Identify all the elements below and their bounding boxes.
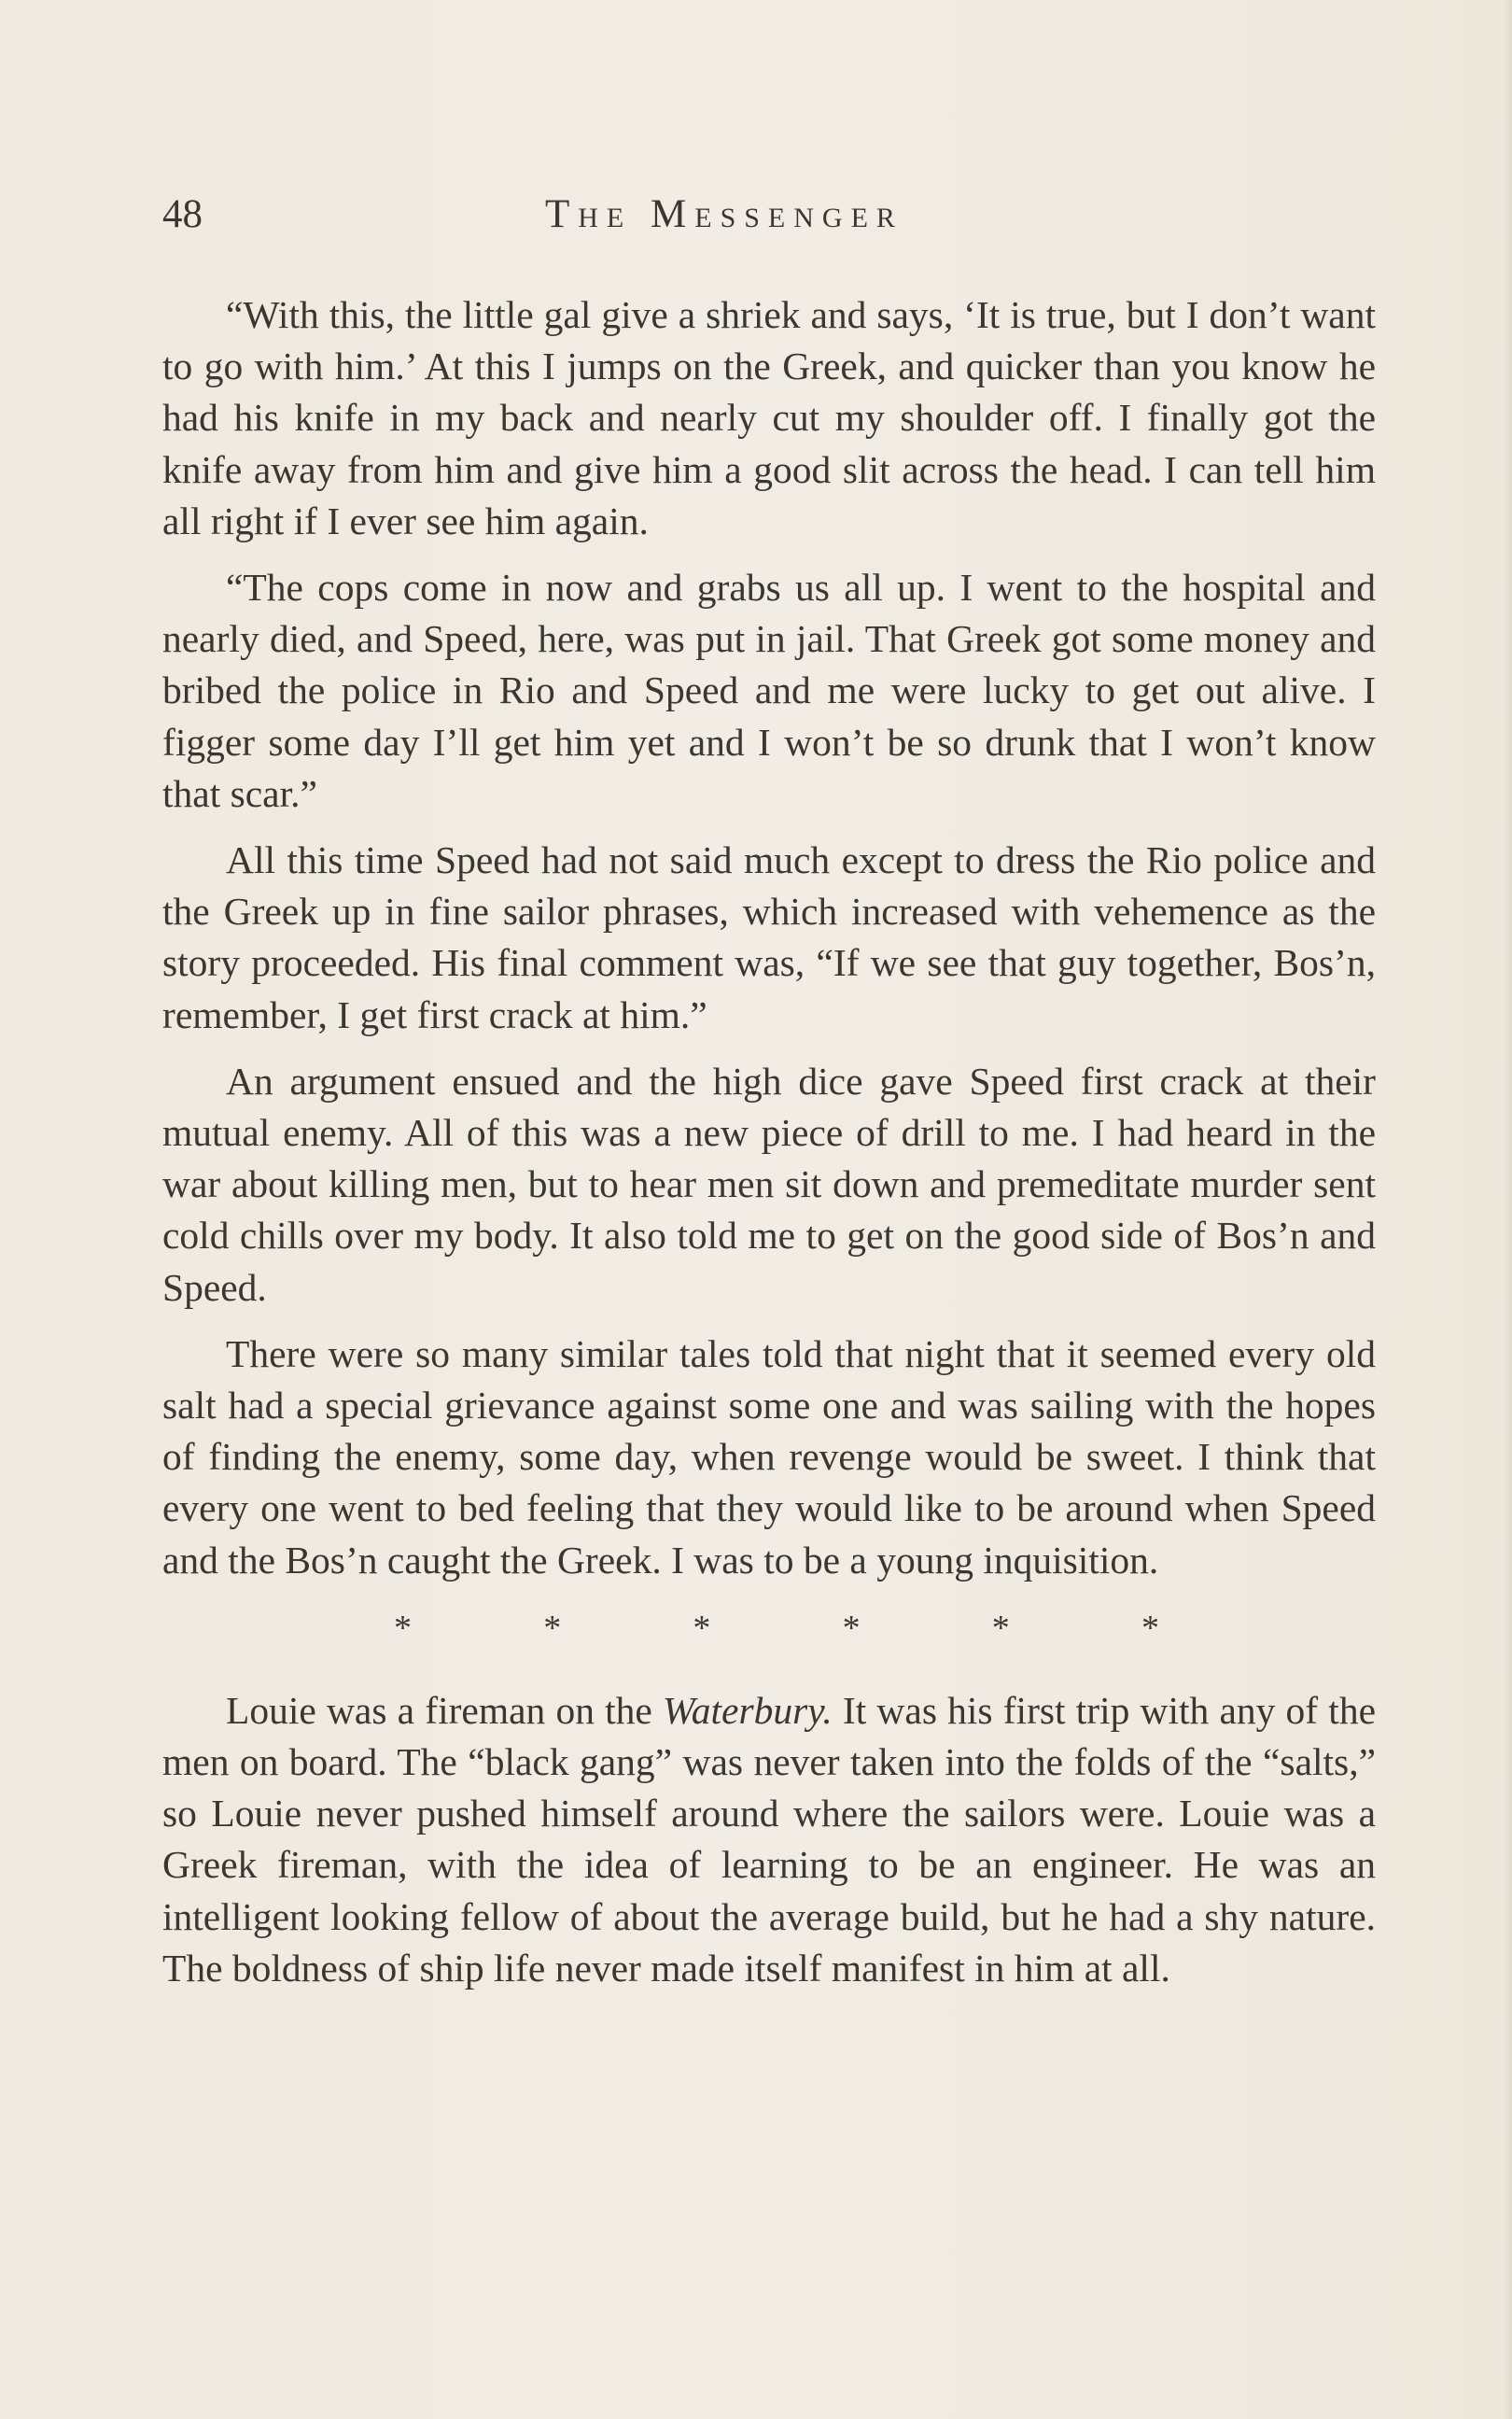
page-edge-shadow [1503, 0, 1512, 2419]
asterisk: * [1141, 1608, 1159, 1648]
section-break [394, 1605, 1159, 1652]
asterisk: * [842, 1608, 861, 1648]
paragraph-4: An argument ensued and the high dice gave Speed first crack at their mutual enemy. All of this was a new piece of drill to me. I had heard in the war about killing men, but to hear men sit down and premeditate murder sent cold chills over my body. It also told me to get on the good side of Bos’n and Speed. [162, 1059, 1376, 1309]
page-header [162, 187, 1376, 243]
paragraph-6-lead: Louie was a fireman on the [226, 1688, 663, 1732]
page-body [162, 289, 1376, 2009]
asterisk: * [394, 1608, 412, 1648]
paragraph-6 [162, 1685, 1376, 1994]
ship-name: Waterbury. [662, 1688, 833, 1732]
asterisk: * [543, 1608, 562, 1648]
paragraph-2: “The cops come in now and grabs us all up. I went to the hospital and nearly died, and Speed, here, was put in jail. That Greek got some money and bribed the police in Rio and Speed and me were lucky to get out alive. I figger some day I’ll get him yet and I won’t be so drunk that I won’t know that scar.” [162, 566, 1376, 815]
paragraph-1: “With this, the little gal give a shriek and says, ‘It is true, but I don’t want to go with him.’ At this I jumps on the Greek, and quicker than you know he had his knife in my back and nearly cut my shoulder off. I finally got the knife away from him and give him a good slit across the head. I can tell him all right if I ever see him again. [162, 293, 1376, 542]
asterisk: * [991, 1608, 1010, 1648]
paragraph-6-rest: It was his first trip with any of the men on board. The “black gang” was never taken into the folds of the “salts,” so Louie never pushed himself around where the sailors were. Louie was a Greek fireman, with the idea of learning to be an engineer. He was an intelligent looking fellow of about the average build, but he had a shy nature. The boldness of ship life never made itself manifest in him at all. [162, 1688, 1376, 1990]
running-title: The Messenger [545, 192, 903, 236]
paragraph-3: All this time Speed had not said much except to dress the Rio police and the Greek up in fine sailor phrases, which increased with vehemence as the story proceeded. His final comment was, “If we see that guy together, Bos’n, remember, I get first crack at him.” [162, 838, 1376, 1036]
page-number: 48 [162, 192, 203, 236]
asterisk: * [693, 1608, 711, 1648]
paragraph-5: There were so many similar tales told that night that it seemed every old salt had a special grievance against some one and was sailing with the hopes of finding the enemy, some day, when revenge would be sweet. I think that every one went to bed feeling that they would like to be around when Speed and the Bos’n caught the Greek. I was to be a young inquisition. [162, 1331, 1376, 1582]
